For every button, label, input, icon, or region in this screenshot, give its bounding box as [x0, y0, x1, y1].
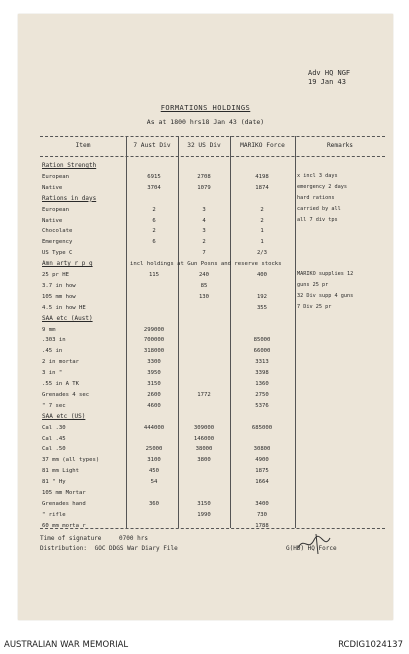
cell-mariko-force: 1: [260, 239, 264, 246]
table-row: [40, 489, 385, 497]
cell-7-aust-div: 2: [152, 206, 156, 213]
time-of-signature: [40, 534, 148, 543]
cell-remarks: carried by all: [297, 205, 341, 212]
table-row: [40, 249, 385, 257]
cell-mariko-force: 1788: [255, 522, 269, 529]
cell-7-aust-div: 4600: [147, 402, 161, 409]
table-row: [40, 217, 385, 225]
cell-item: 25 pr HE: [42, 272, 69, 278]
cell-item: Native: [42, 184, 63, 191]
table-row: [40, 478, 385, 486]
cell-item: " 7 sec: [42, 402, 66, 409]
cell-mariko-force: 2/3: [256, 250, 268, 257]
cell-item: Cal .45: [42, 435, 66, 442]
cell-item: Amn arty r p g: [42, 260, 93, 268]
cell-mariko-force: 192: [256, 293, 268, 300]
cell-remarks: hard rations: [297, 194, 335, 201]
archive-footer: [0, 636, 409, 654]
cell-32-us-div: 3150: [197, 500, 211, 507]
table-row: [40, 380, 385, 388]
cell-item: Grenades 4 sec: [42, 391, 90, 398]
cell-7-aust-div: 318000: [143, 348, 165, 355]
cell-item: SAA etc (Aust): [42, 314, 93, 322]
cell-mariko-force: 1664: [255, 479, 269, 486]
table-row: [40, 402, 385, 410]
cell-item: .55 in A TK: [42, 381, 80, 387]
cell-32-us-div: 4: [202, 217, 206, 224]
cell-7-aust-div: 54: [150, 479, 158, 486]
cell-32-us-div: 1990: [197, 511, 211, 518]
cell-mariko-force: 3313: [255, 359, 269, 366]
table-row: [40, 173, 385, 181]
header-line-1: Adv HQ NGF: [308, 69, 351, 77]
cell-7-aust-div: 450: [148, 468, 160, 475]
cell-mariko-force: 85000: [253, 337, 271, 344]
cell-item: European: [42, 173, 69, 180]
table-row: [40, 424, 385, 432]
cell-mariko-force: 2: [260, 217, 264, 224]
cell-32-us-div: 2: [202, 239, 206, 246]
cell-item: 9 mm: [42, 326, 56, 333]
cell-32-us-div: 3: [202, 228, 206, 235]
cell-mariko-force: 2: [260, 206, 264, 213]
table-section-row: [40, 162, 385, 170]
header-block: [308, 69, 350, 87]
cell-remarks: all 7 div tps: [297, 216, 338, 223]
column-header-7-aust-div: 7 Aust Div: [133, 142, 171, 149]
time-label: Time of signature: [40, 535, 102, 542]
cell-item: " rifle: [42, 511, 66, 518]
cell-7-aust-div: 2600: [147, 391, 161, 398]
table-row: [40, 511, 385, 519]
cell-32-us-div: 3: [202, 206, 206, 213]
table-row: [40, 435, 385, 443]
column-header-remarks: Remarks: [326, 142, 354, 149]
document-title: FORMATIONS HOLDINGS: [160, 104, 251, 112]
table-section-row: [40, 315, 385, 323]
cell-32-us-div: 309000: [193, 424, 215, 431]
cell-mariko-force: 3398: [255, 370, 269, 377]
cell-mariko-force: 4198: [255, 173, 269, 180]
table-row: [40, 227, 385, 235]
cell-item: 81 mm Light: [42, 468, 80, 475]
table-row: [40, 304, 385, 312]
signer-title: G(HD) HQ Force: [286, 545, 337, 552]
distribution-value: GOC DDGS War Diary File: [94, 545, 178, 552]
cell-7-aust-div: 444000: [143, 424, 165, 431]
cell-item: 2 in mortar: [42, 359, 80, 366]
cell-32-us-div: 3800: [197, 457, 211, 464]
cell-32-us-div: 1772: [197, 391, 211, 398]
column-header-mariko-force: MARIKO Force: [240, 142, 285, 149]
archive-name: AUSTRALIAN WAR MEMORIAL: [4, 640, 129, 650]
column-header-item: Item: [75, 142, 91, 149]
cell-32-us-div: 130: [198, 293, 210, 300]
column-header-32-us-div: 32 US Div: [187, 142, 221, 149]
table-row: [40, 391, 385, 399]
cell-item: 37 mm (all types): [42, 457, 100, 464]
cell-item: Chocolate: [42, 228, 73, 235]
cell-7-aust-div: incl holdings at Gun Posns and reserve stocks: [130, 261, 282, 268]
cell-item: SAA etc (US): [42, 412, 86, 420]
table-row: [40, 326, 385, 334]
cell-32-us-div: 1079: [197, 184, 211, 191]
table-row: [40, 347, 385, 355]
document-subtitle: As at 1800 hrs18 Jan 43 (date): [146, 118, 265, 126]
cell-item: 4.5 in how HE: [42, 304, 86, 311]
cell-mariko-force: 2750: [255, 391, 269, 398]
cell-32-us-div: 7: [202, 250, 206, 257]
cell-item: US Type C: [42, 250, 73, 257]
header-line-2: 19 Jan 43: [308, 78, 346, 86]
cell-item: Cal .50: [42, 446, 66, 453]
table-top-rule: [40, 136, 385, 137]
cell-32-us-div: 85: [200, 282, 208, 289]
distribution: [40, 544, 178, 553]
table-row: [40, 369, 385, 377]
cell-item: European: [42, 206, 69, 213]
cell-item: 3.7 in how: [42, 282, 76, 289]
cell-7-aust-div: 3150: [147, 381, 161, 387]
cell-item: 105 mm Mortar: [42, 490, 86, 496]
cell-7-aust-div: 3300: [147, 359, 161, 366]
cell-item: 105 mm how: [42, 293, 76, 300]
cell-32-us-div: 2708: [197, 173, 211, 180]
cell-7-aust-div: 700000: [143, 337, 165, 344]
cell-mariko-force: 730: [256, 511, 268, 518]
cell-mariko-force: 4900: [255, 457, 269, 464]
cell-32-us-div: 38000: [195, 446, 213, 453]
table-row: [40, 238, 385, 246]
cell-item: .303 in: [42, 337, 66, 344]
table-section-row: [40, 413, 385, 421]
cell-7-aust-div: 6: [152, 217, 156, 224]
cell-item: .45 in: [42, 348, 63, 355]
cell-mariko-force: 400: [256, 272, 268, 278]
cell-32-us-div: 146000: [193, 435, 215, 442]
cell-mariko-force: 685000: [251, 424, 273, 431]
table-row: [40, 467, 385, 475]
cell-mariko-force: 5376: [255, 402, 269, 409]
archive-reference: RCDIG1024137: [338, 640, 403, 650]
table-row: [40, 293, 385, 301]
table-row: [40, 456, 385, 464]
cell-item: Native: [42, 217, 63, 224]
table-row: [40, 206, 385, 214]
cell-mariko-force: 1874: [255, 184, 269, 191]
cell-mariko-force: 1: [260, 228, 264, 235]
cell-7-aust-div: 299000: [143, 326, 165, 333]
cell-remarks: guns 25 pr: [297, 281, 329, 288]
table-section-row: [40, 195, 385, 203]
cell-mariko-force: 3400: [255, 500, 269, 507]
cell-item: Ration Strength: [42, 162, 97, 169]
cell-remarks: MARIKO supplies 12: [297, 271, 354, 277]
cell-mariko-force: 30800: [253, 446, 271, 453]
document-sheet: [18, 14, 393, 620]
cell-7-aust-div: 360: [148, 500, 160, 507]
cell-remarks: emergency 2 days: [297, 183, 347, 190]
distribution-label: Distribution:: [40, 545, 87, 552]
cell-mariko-force: 1360: [255, 381, 269, 387]
table-row: [40, 184, 385, 192]
cell-item: Emergency: [42, 239, 73, 246]
table-section-row: [40, 260, 385, 268]
cell-remarks: 7 Div 25 pr: [297, 303, 332, 310]
handwritten-signature: [296, 530, 336, 556]
table-row: [40, 500, 385, 508]
table-row: [40, 282, 385, 290]
cell-7-aust-div: 25000: [145, 446, 163, 453]
cell-remarks: x incl 3 days: [297, 172, 338, 179]
cell-7-aust-div: 6915: [147, 173, 161, 180]
table-row: [40, 358, 385, 366]
cell-mariko-force: 66000: [253, 348, 271, 355]
cell-item: Grenades hand: [42, 500, 86, 507]
cell-item: 81 " Hy: [42, 479, 66, 486]
cell-7-aust-div: 3704: [147, 184, 161, 191]
cell-7-aust-div: 3100: [147, 457, 161, 464]
table-row: [40, 271, 385, 279]
cell-7-aust-div: 2: [152, 228, 156, 235]
table-row: [40, 336, 385, 344]
cell-item: 3 in ": [42, 370, 63, 377]
table-bottom-rule: [40, 528, 385, 529]
cell-remarks: 32 Div supp 4 guns: [297, 292, 354, 299]
cell-mariko-force: 355: [256, 304, 268, 311]
cell-7-aust-div: 115: [148, 272, 160, 278]
cell-32-us-div: 240: [198, 272, 210, 278]
cell-item: Cal .30: [42, 424, 66, 431]
cell-7-aust-div: 3950: [147, 370, 161, 377]
cell-7-aust-div: 6: [152, 239, 156, 246]
table-row: [40, 445, 385, 453]
table-header-rule: [40, 156, 385, 157]
cell-item: Rations in days: [42, 194, 97, 202]
cell-item: 60 mm morta r: [42, 522, 86, 529]
cell-mariko-force: 1875: [255, 468, 269, 475]
time-value: 0700 hrs: [119, 535, 148, 542]
